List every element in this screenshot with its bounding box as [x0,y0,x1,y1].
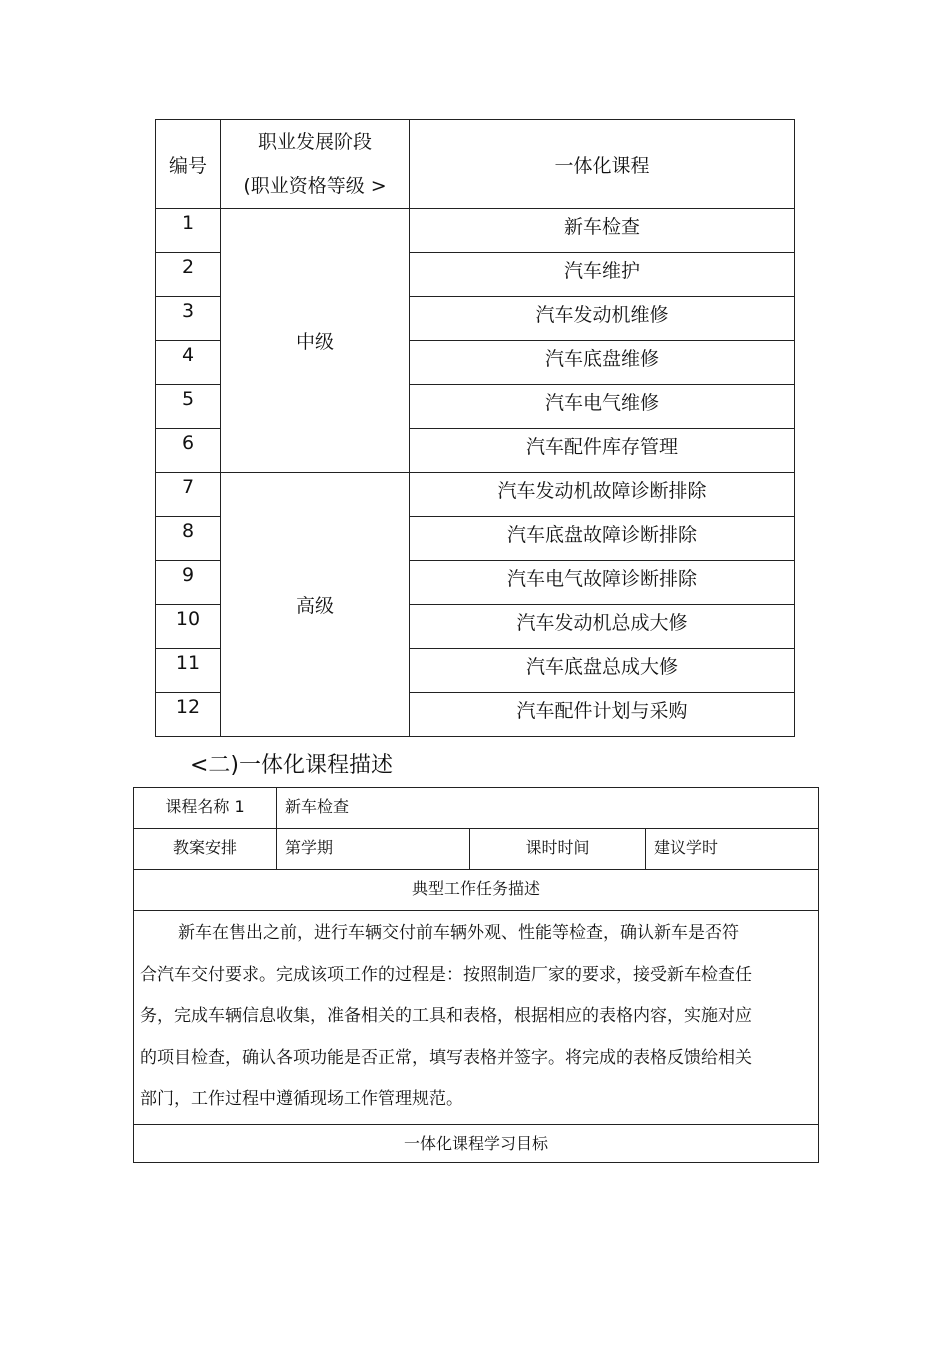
task-heading-row [134,870,819,911]
task-description-row [134,911,819,1125]
header-stage-line2: (职业资格等级 > [243,175,387,197]
row-number: 10 [175,608,201,630]
section-title: <二)一体化课程描述 [190,753,394,778]
header-number: 编号 [156,120,221,209]
course-description-table [133,787,819,1163]
row-number: 11 [175,652,201,674]
semester-label: 第学期 [285,838,334,857]
stage-cell-advanced: 高级 [221,473,410,737]
table-row [156,473,795,517]
task-description: 新车在售出之前，进行车辆交付前车辆外观、性能等检查，确认新车是否符合汽车交付要求。完成该项工作的过程是：按照制造厂家的要求，接受新车检查任务，完成车辆信息收集，准备相关的工具和表格，根据相应的表格内容，实施对应的项目检查，确认各项功能是否正常，填写表格并签字。将完成的表格反馈给相关部门，工作过程中遵循现场工作管理规范。 [140,923,752,1109]
course-name-label: 课程名称 1 [165,797,245,816]
row-number: 1 [181,212,195,234]
schedule-row [134,829,819,870]
course-name: 汽车发动机维修 [535,304,669,326]
row-number: 2 [181,256,195,278]
row-number: 6 [181,432,195,454]
goal-heading: 一体化课程学习目标 [404,1133,549,1153]
course-name: 汽车维护 [563,260,640,282]
header-stage-line1: 职业发展阶段 [257,131,372,153]
course-name: 汽车发动机总成大修 [516,612,688,634]
course-name: 汽车电气维修 [544,392,659,414]
row-number: 4 [181,344,195,366]
course-name: 汽车配件库存管理 [525,436,678,458]
row-number: 9 [181,564,195,586]
teaching-label: 教案安排 [172,838,237,857]
course-name: 新车检查 [563,216,640,238]
row-number: 8 [181,520,195,542]
goal-heading-row [134,1124,819,1162]
hours-label: 课时时间 [525,838,590,857]
course-name: 汽车配件计划与采购 [516,700,688,722]
row-number: 5 [181,388,195,410]
row-number: 12 [175,696,201,718]
task-heading: 典型工作任务描述 [412,879,541,898]
table-header-row [156,120,795,209]
suggested-hours-label: 建议学时 [654,838,719,857]
header-course: 一体化课程 [410,120,795,209]
header-stage [221,120,410,209]
course-name-value: 新车检查 [285,797,350,816]
course-name: 汽车底盘总成大修 [525,656,678,678]
stage-cell-intermediate: 中级 [221,209,410,473]
row-number: 3 [181,300,195,322]
course-name: 汽车底盘维修 [544,348,659,370]
course-name: 汽车底盘故障诊断排除 [506,524,697,546]
course-name: 汽车发动机故障诊断排除 [497,480,707,502]
course-name-row [134,788,819,829]
career-course-table [155,119,795,737]
course-name: 汽车电气故障诊断排除 [506,568,697,590]
row-number: 7 [181,476,195,498]
table-row [156,209,795,253]
